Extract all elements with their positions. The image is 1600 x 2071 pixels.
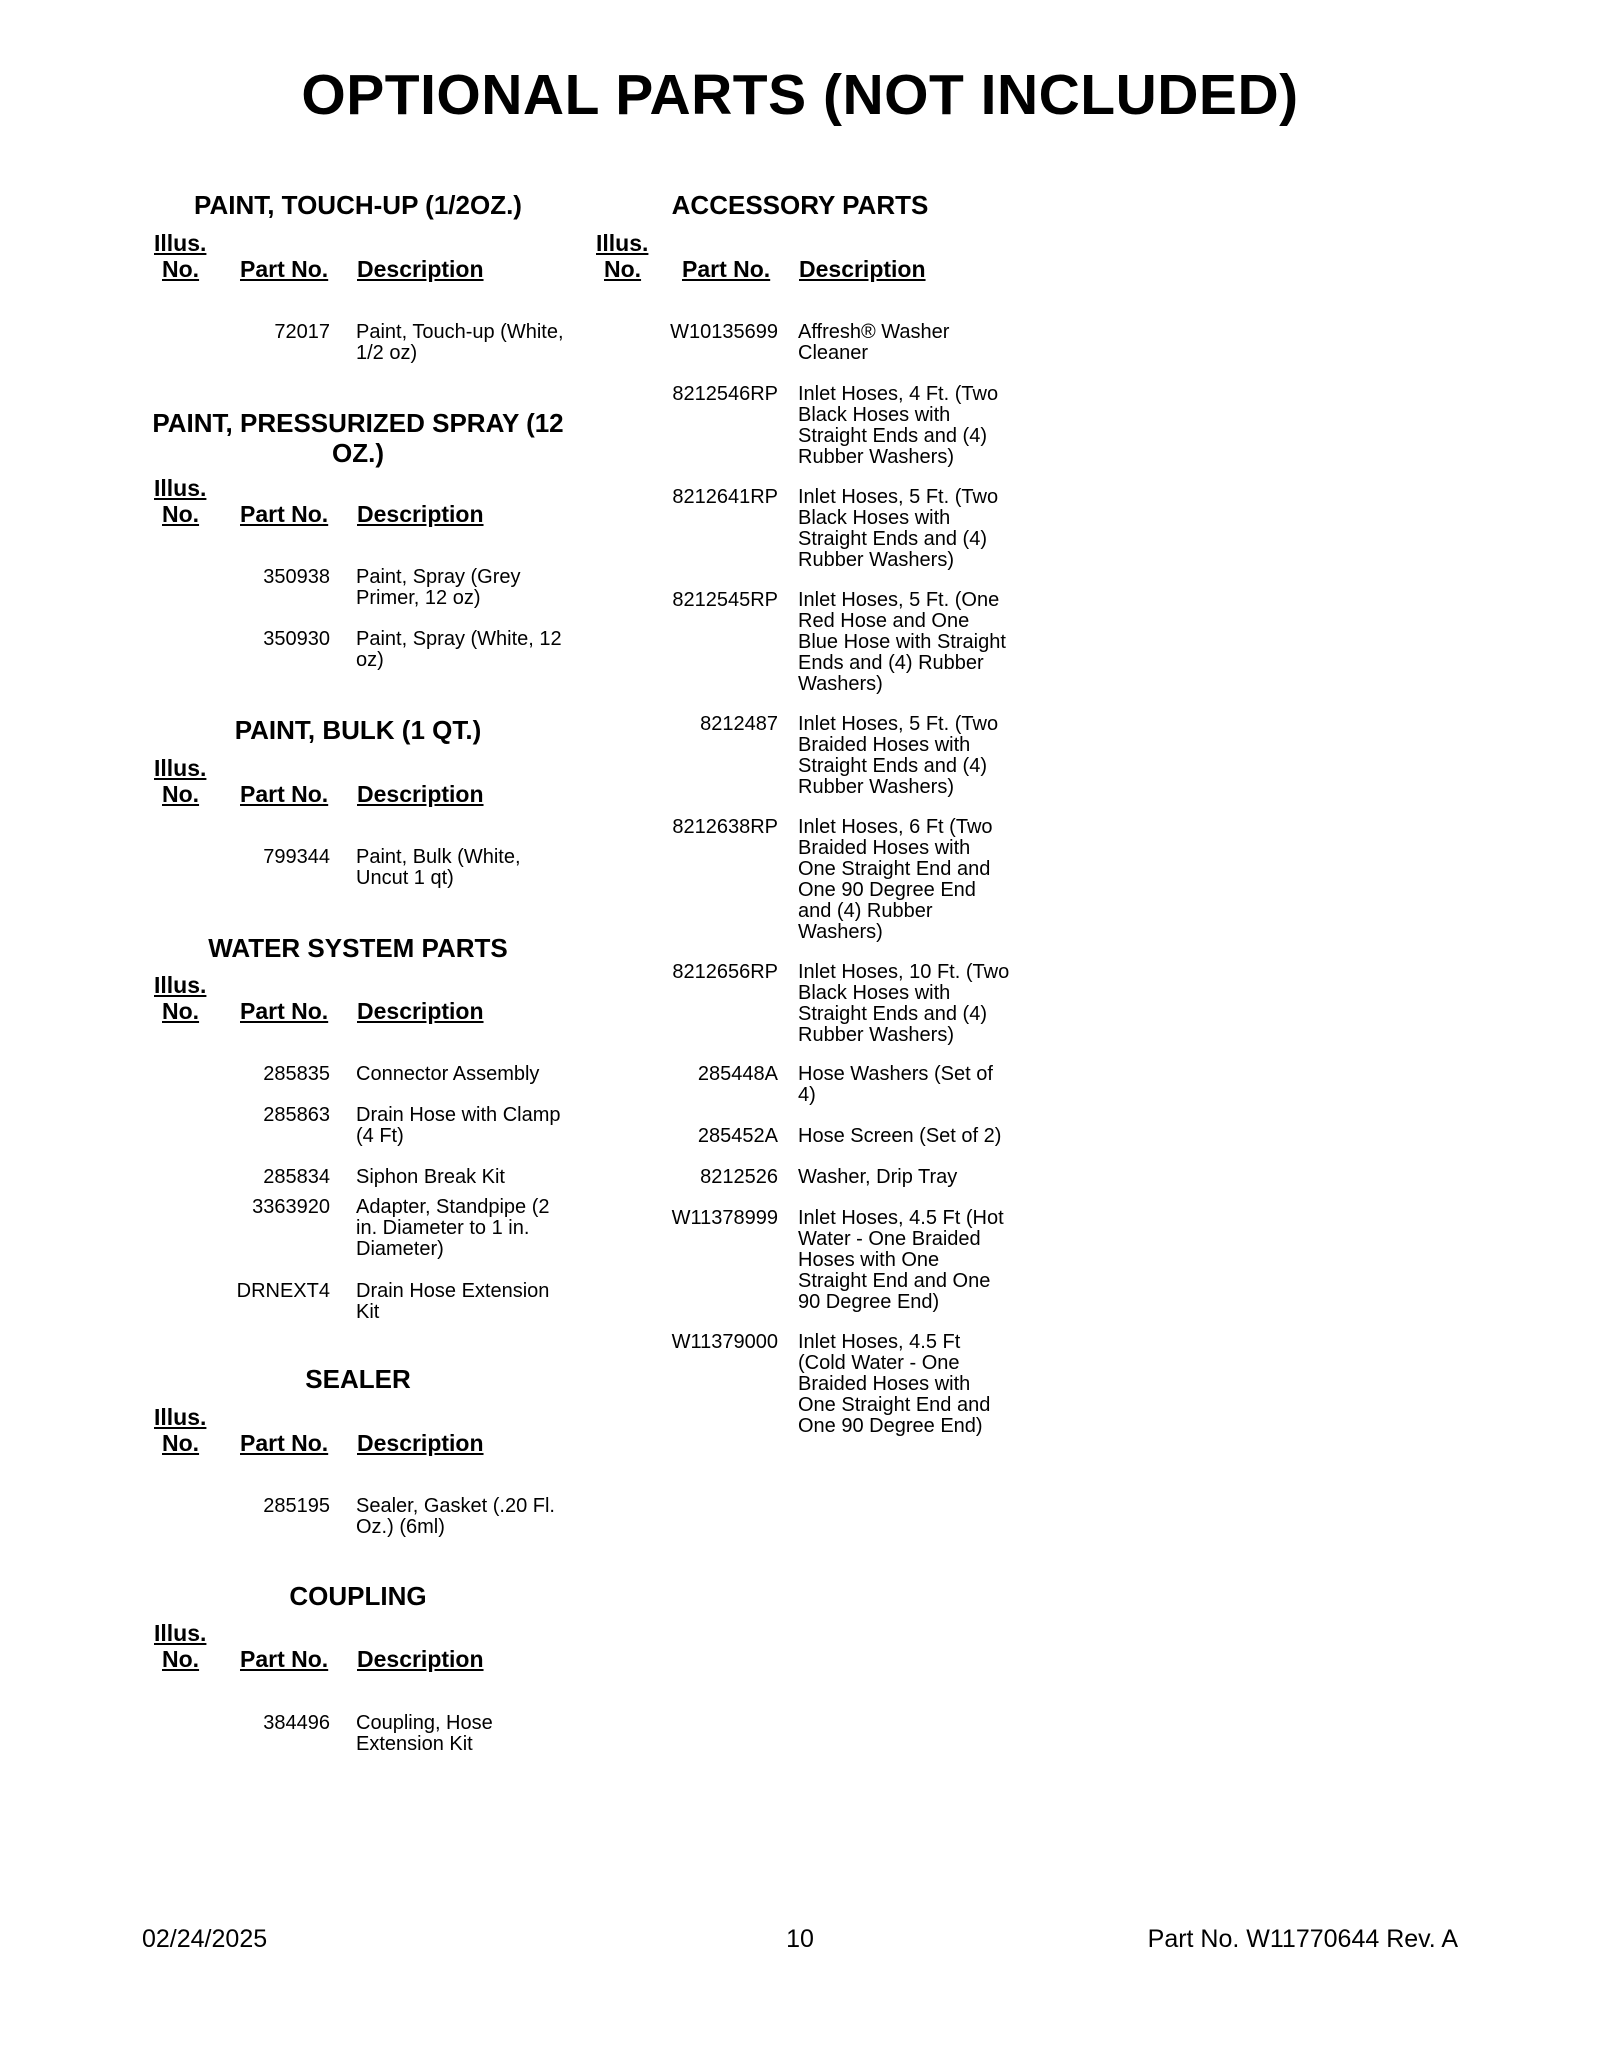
section-title: ACCESSORY PARTS xyxy=(671,190,929,220)
part-number: 8212641RP xyxy=(672,486,778,508)
part-description: Paint, Spray (White, 12 oz) xyxy=(356,628,562,671)
part-number: 8212638RP xyxy=(672,816,778,838)
part-number: 285863 xyxy=(263,1104,330,1126)
part-no-header: Part No. xyxy=(240,1646,329,1672)
page-title: OPTIONAL PARTS (NOT INCLUDED) xyxy=(301,63,1299,127)
part-description: Connector Assembly xyxy=(356,1063,540,1085)
part-description: Hose Washers (Set of 4) xyxy=(798,1063,993,1106)
section-title: COUPLING xyxy=(289,1581,427,1611)
part-number: 350930 xyxy=(263,628,330,650)
part-description: Inlet Hoses, 4.5 Ft (Cold Water - One Braided Hoses with One Straight End and One 90 Degree End) xyxy=(798,1331,991,1437)
part-number: 8212545RP xyxy=(672,589,778,611)
part-description: Inlet Hoses, 10 Ft. (Two Black Hoses with Straight Ends and (4) Rubber Washers) xyxy=(798,961,1010,1046)
part-description: Coupling, Hose Extension Kit xyxy=(356,1712,493,1755)
part-description: Inlet Hoses, 5 Ft. (Two Black Hoses with Straight Ends and (4) Rubber Washers) xyxy=(798,486,999,571)
part-no-header: Part No. xyxy=(240,998,329,1024)
illus-no-header: Illus. No. xyxy=(596,230,649,282)
part-description: Affresh® Washer Cleaner xyxy=(798,321,950,364)
illus-no-header: Illus. No. xyxy=(154,755,207,807)
part-number: 384496 xyxy=(263,1712,330,1734)
part-number: 8212546RP xyxy=(672,383,778,405)
section-title: WATER SYSTEM PARTS xyxy=(208,933,508,963)
part-description: Inlet Hoses, 5 Ft. (One Red Hose and One Blue Hose with Straight Ends and (4) Rubber Washers) xyxy=(798,589,1006,695)
illus-no-header: Illus. No. xyxy=(154,230,207,282)
description-header: Description xyxy=(799,256,926,282)
illus-no-header: Illus. No. xyxy=(154,475,207,527)
part-no-header: Part No. xyxy=(240,1430,329,1456)
part-description: Paint, Spray (Grey Primer, 12 oz) xyxy=(356,566,521,609)
part-number: W11379000 xyxy=(671,1331,778,1353)
description-header: Description xyxy=(357,1430,484,1456)
part-number: 285834 xyxy=(263,1166,330,1188)
part-number: 8212487 xyxy=(700,713,778,735)
part-number: 285452A xyxy=(697,1125,778,1147)
section-title: PAINT, PRESSURIZED SPRAY (12 OZ.) xyxy=(152,408,564,468)
part-no-header: Part No. xyxy=(682,256,771,282)
part-number: W11378999 xyxy=(671,1207,778,1229)
part-description: Inlet Hoses, 4 Ft. (Two Black Hoses with Straight Ends and (4) Rubber Washers) xyxy=(798,383,999,468)
part-number: 285448A xyxy=(697,1063,778,1085)
description-header: Description xyxy=(357,998,484,1024)
part-no-header: Part No. xyxy=(240,256,329,282)
part-description: Siphon Break Kit xyxy=(356,1166,505,1188)
part-number: 8212526 xyxy=(700,1166,778,1188)
section-title: PAINT, TOUCH-UP (1/2OZ.) xyxy=(194,190,522,220)
part-number: 285195 xyxy=(263,1495,330,1517)
part-number: 799344 xyxy=(263,846,330,868)
part-description: Drain Hose with Clamp (4 Ft) xyxy=(356,1104,561,1147)
part-description: Sealer, Gasket (.20 Fl. Oz.) (6ml) xyxy=(356,1495,555,1538)
part-no-header: Part No. xyxy=(240,501,329,527)
part-number: 350938 xyxy=(263,566,330,588)
part-description: Inlet Hoses, 6 Ft (Two Braided Hoses with One Straight End and One 90 Degree End and (4) Rubber Washers) xyxy=(798,816,993,943)
part-no-header: Part No. xyxy=(240,781,329,807)
part-description: Paint, Touch-up (White, 1/2 oz) xyxy=(356,321,564,364)
part-description: Adapter, Standpipe (2 in. Diameter to 1 in. Diameter) xyxy=(356,1196,550,1260)
part-description: Drain Hose Extension Kit xyxy=(356,1280,550,1323)
description-header: Description xyxy=(357,501,484,527)
footer-date: 02/24/2025 xyxy=(142,1925,268,1953)
part-description: Paint, Bulk (White, Uncut 1 qt) xyxy=(356,846,521,889)
description-header: Description xyxy=(357,781,484,807)
illus-no-header: Illus. No. xyxy=(154,972,207,1024)
part-description: Washer, Drip Tray xyxy=(798,1166,958,1188)
section-title: PAINT, BULK (1 QT.) xyxy=(234,715,482,745)
description-header: Description xyxy=(357,1646,484,1672)
footer-page-number: 10 xyxy=(786,1925,814,1953)
part-description: Inlet Hoses, 4.5 Ft (Hot Water - One Braided Hoses with One Straight End and One 90 Degree End) xyxy=(798,1207,1004,1313)
part-number: 72017 xyxy=(274,321,330,343)
part-number: 8212656RP xyxy=(672,961,778,983)
part-description: Hose Screen (Set of 2) xyxy=(798,1125,1002,1147)
footer-part-number: Part No. W11770644 Rev. A xyxy=(1147,1925,1458,1953)
illus-no-header: Illus. No. xyxy=(154,1620,207,1672)
section-title: SEALER xyxy=(305,1364,411,1394)
illus-no-header: Illus. No. xyxy=(154,1404,207,1456)
part-number: 3363920 xyxy=(252,1196,330,1218)
part-number: DRNEXT4 xyxy=(236,1280,330,1302)
description-header: Description xyxy=(357,256,484,282)
part-description: Inlet Hoses, 5 Ft. (Two Braided Hoses with Straight Ends and (4) Rubber Washers) xyxy=(798,713,999,798)
part-number: W10135699 xyxy=(670,321,778,343)
part-number: 285835 xyxy=(263,1063,330,1085)
